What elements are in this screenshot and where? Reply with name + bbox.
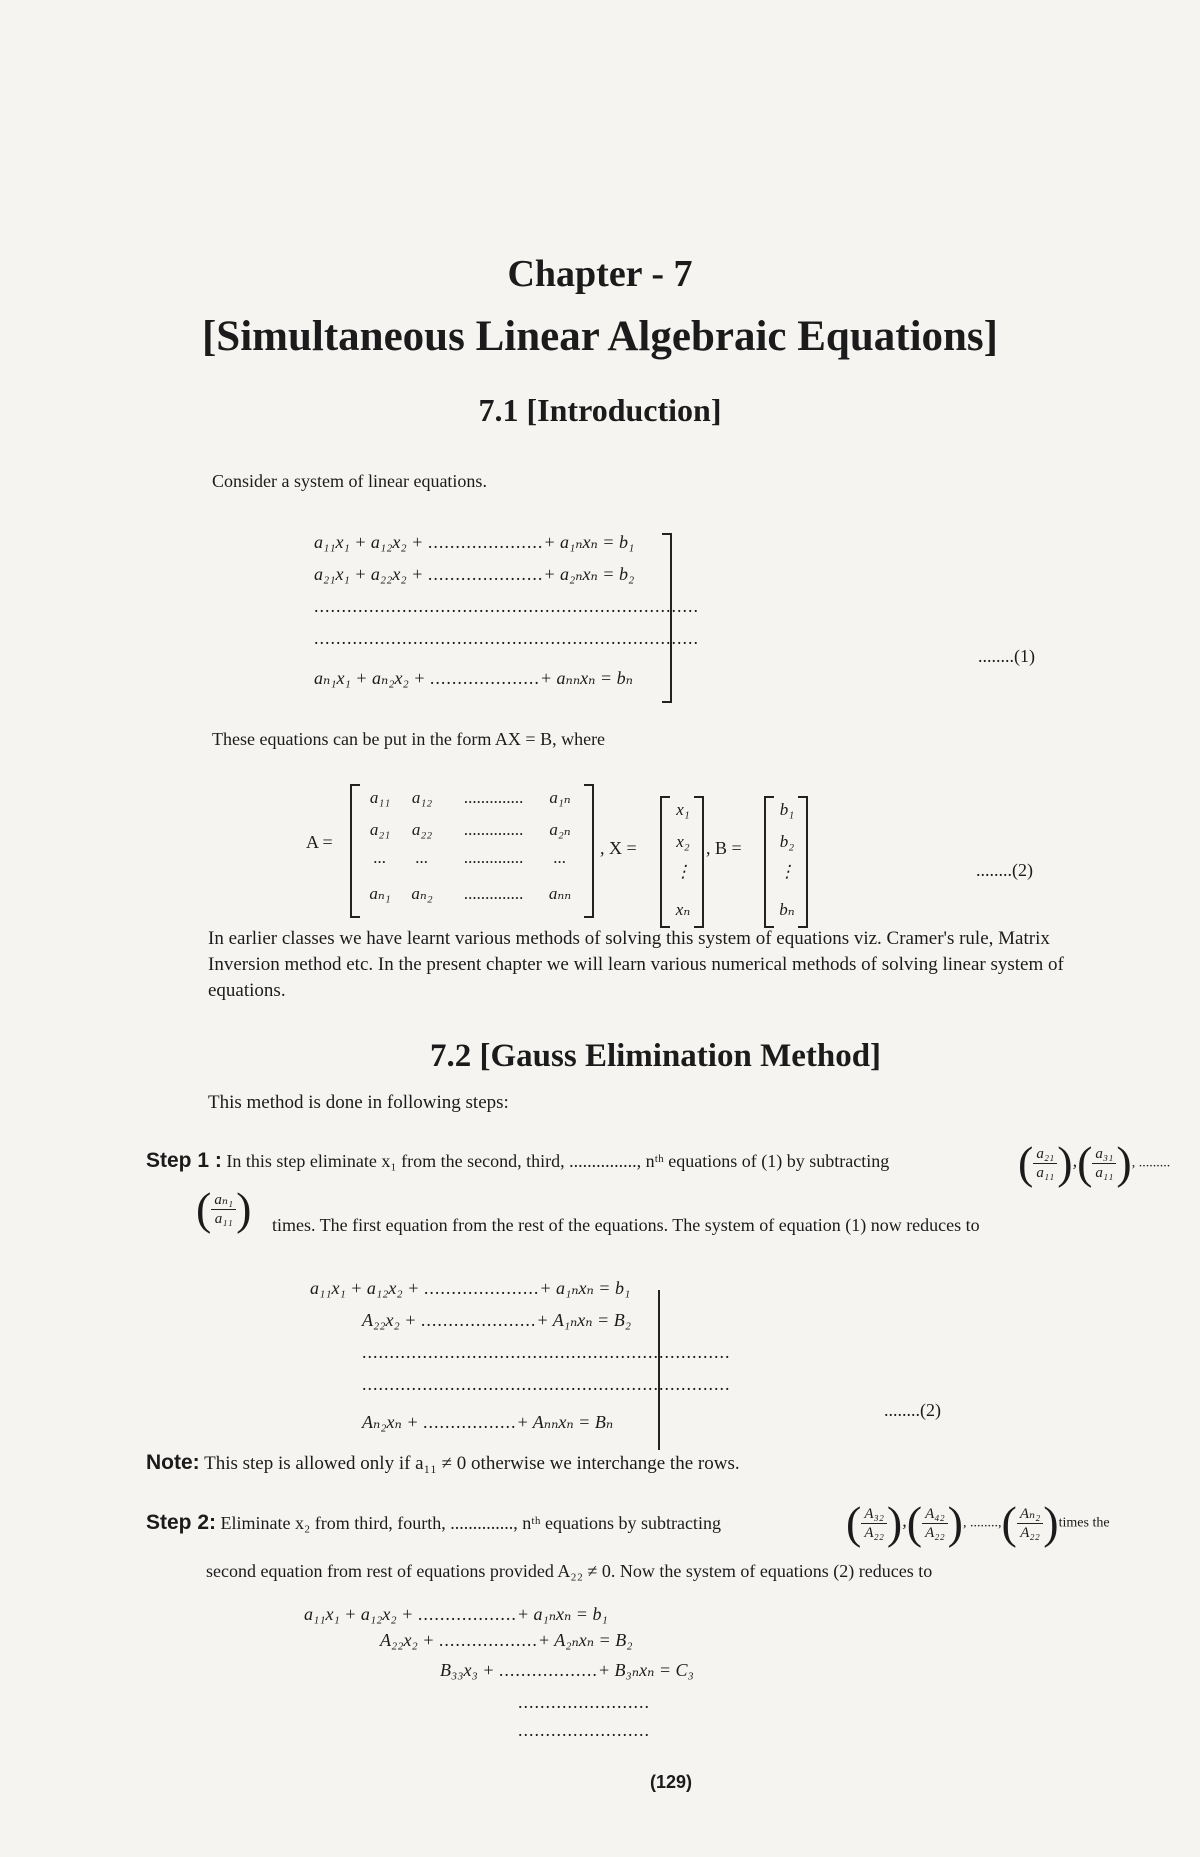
matrix-cell: ..............	[464, 848, 524, 867]
system-brace	[658, 1290, 660, 1450]
step2-text: Eliminate x₂ from third, fourth, .............., nᵗʰ equations by subtracting	[220, 1513, 721, 1533]
paragraph-line: Inversion method etc. In the present chapter we will learn various numerical methods of solving linear system of	[208, 954, 1064, 975]
step1-fraction-n	[196, 1183, 252, 1234]
fraction: $\frac{\text{A₃₂}}{\text{A₂₂}}$	[861, 1505, 887, 1542]
note-line	[146, 1452, 740, 1475]
matrix-B	[770, 800, 804, 924]
note-text: This step is allowed only if a₁₁ ≠ 0 otherwise we interchange the rows.	[204, 1453, 740, 1474]
equation-system-2	[310, 1278, 731, 1448]
system-brace	[662, 533, 672, 703]
matrix-cell: b₂	[779, 832, 795, 851]
matrix-cell: a₁ₙ	[549, 788, 571, 807]
matrix-cell: ..............	[464, 884, 524, 903]
matrix-cell: xₙ	[675, 900, 691, 919]
paren-icon: (	[846, 1497, 862, 1548]
matrix-cell: a₂₁	[369, 820, 391, 839]
matrix-cell: a₂₂	[411, 820, 433, 839]
fraction: $\frac{\text{a₂₁}}{\text{a₁₁}}$	[1033, 1145, 1057, 1182]
matrix-cell: ...	[373, 848, 387, 867]
page-number: (129)	[650, 1772, 693, 1792]
equation-row: a₂₁x₁ + a₂₂x₂ + .....................+ a₂ₙxₙ = b₂	[314, 564, 635, 584]
paren-icon: )	[236, 1183, 252, 1234]
matrix-cell: ⋮	[674, 862, 692, 881]
section-heading-gauss: 7.2 [Gauss Elimination Method]	[430, 1038, 882, 1074]
matrix-A-label: A =	[306, 832, 333, 852]
paren-icon: )	[886, 1497, 903, 1548]
paren-icon: )	[947, 1497, 963, 1548]
step2-fractions: ( $\frac{\text{A₃₂}}{\text{A₂₂}}$ ),( $\frac{\text{A₄₂}}{\text{A₂₂}}$ ), ........,( $\frac{\text{Aₙ₂}}{\text{A₂₂}}$ )times the	[846, 1497, 1110, 1548]
matrix-A-left-bracket	[350, 784, 360, 918]
paren-icon: (	[196, 1183, 212, 1234]
matrix-cell: ⋮	[778, 862, 796, 881]
chapter-number: Chapter - 7	[507, 253, 693, 295]
step2-label: Step 2:	[146, 1511, 217, 1534]
equation-system-1	[314, 532, 699, 702]
matrix-cell: ...	[553, 848, 567, 867]
fraction: $\frac{\text{A₄₂}}{\text{A₂₂}}$	[922, 1505, 948, 1542]
steps-intro: This method is done in following steps:	[208, 1092, 509, 1113]
equation-row: ........................	[518, 1720, 650, 1740]
matrix-cell: b₁	[779, 800, 795, 819]
equation-row: ...................................................................	[362, 1374, 731, 1394]
equation-row: A₂₂x₂ + .....................+ A₁ₙxₙ = B₂	[362, 1310, 631, 1330]
matrix-cell: a₁₁	[369, 788, 391, 807]
note-label: Note:	[146, 1451, 200, 1474]
matrix-cell: aₙ₁	[369, 884, 391, 903]
matrix-cell: a₁₂	[411, 788, 433, 807]
matrix-cell: a₂ₙ	[549, 820, 571, 839]
matrix-cell: bₙ	[779, 900, 795, 919]
paragraph-line: In earlier classes we have learnt various methods of solving this system of equations viz. Cramer's rule, Matrix	[208, 928, 1050, 949]
equation-row: Aₙ₂xₙ + .................+ Aₙₙxₙ = Bₙ	[362, 1412, 614, 1432]
paren-icon: (	[1018, 1137, 1034, 1188]
paren-icon: )	[1057, 1137, 1073, 1188]
equation-row: ......................................................................	[314, 628, 699, 648]
equation-system-3	[304, 1604, 764, 1754]
step1-label: Step 1 :	[146, 1149, 222, 1172]
matrix-X	[666, 800, 700, 924]
fraction: $\frac{\text{Aₙ₂}}{\text{A₂₂}}$	[1017, 1505, 1043, 1542]
paren-icon: (	[1077, 1137, 1093, 1188]
matrix-cell: aₙ₂	[411, 884, 433, 903]
intro-text: Consider a system of linear equations.	[212, 471, 487, 491]
matrix-X-label: , X =	[600, 838, 637, 858]
equation-label-2b: ........(2)	[884, 1400, 941, 1420]
matrix-B-label: , B =	[706, 838, 742, 858]
equation-label-1: ........(1)	[978, 646, 1035, 666]
step1-text-continued: times. The first equation from the rest of the equations. The system of equation (1) now reduces to	[272, 1215, 980, 1235]
equation-row: ...................................................................	[362, 1342, 731, 1362]
matrix-cell: x₂	[676, 832, 690, 851]
step1-fractions: ( $\frac{\text{a₂₁}}{\text{a₁₁}}$ ),( $\frac{\text{a₃₁}}{\text{a₁₁}}$ ), .........	[1018, 1137, 1171, 1188]
paren-icon: (	[906, 1497, 923, 1548]
equation-row: B₃₃x₃ + ..................+ B₃ₙxₙ = C₃	[440, 1660, 694, 1680]
fraction: $\frac{\text{a₃₁}}{\text{a₁₁}}$	[1092, 1145, 1116, 1182]
chapter-title: [Simultaneous Linear Algebraic Equations]	[201, 313, 998, 360]
equation-row: aₙ₁x₁ + aₙ₂x₂ + ....................+ aₙₙxₙ = bₙ	[314, 668, 633, 688]
equation-row: a₁₁x₁ + a₁₂x₂ + .....................+ a₁ₙxₙ = b₁	[314, 532, 635, 552]
equation-row: A₂₂x₂ + ..................+ A₂ₙxₙ = B₂	[380, 1630, 633, 1650]
matrix-cell: aₙₙ	[548, 884, 572, 903]
matrix-cell: ..............	[464, 820, 524, 839]
equation-row: ......................................................................	[314, 596, 699, 616]
fraction: $\frac{\text{aₙ₁}}{\text{a₁₁}}$	[211, 1191, 236, 1228]
matrix-cell: ..............	[464, 788, 524, 807]
matrix-A	[362, 788, 586, 912]
equation-row: ........................	[518, 1692, 650, 1712]
equation-row: a₁₁x₁ + a₁₂x₂ + ..................+ a₁ₙxₙ = b₁	[304, 1604, 608, 1624]
paren-icon: (	[1001, 1497, 1017, 1548]
equation-row: a₁₁x₁ + a₁₂x₂ + .....................+ a₁ₙxₙ = b₁	[310, 1278, 631, 1298]
paren-icon: )	[1116, 1137, 1132, 1188]
matrix-cell: x₁	[676, 800, 690, 819]
matrix-cell: ...	[415, 848, 429, 867]
equation-label-2: ........(2)	[976, 860, 1033, 880]
step1-text: In this step eliminate x₁ from the second, third, ..............., nᵗʰ equations of (1) by subtracting	[226, 1151, 890, 1171]
matrix-intro-text: These equations can be put in the form AX = B, where	[212, 729, 606, 749]
section-heading-introduction: 7.1 [Introduction]	[478, 392, 722, 428]
step2-text-continued: second equation from rest of equations provided A₂₂ ≠ 0. Now the system of equations (2) reduces to	[206, 1561, 933, 1581]
paren-icon: )	[1043, 1497, 1059, 1548]
paragraph-line: equations.	[208, 980, 286, 1001]
step1-line	[146, 1150, 889, 1172]
step2-line	[146, 1512, 721, 1534]
